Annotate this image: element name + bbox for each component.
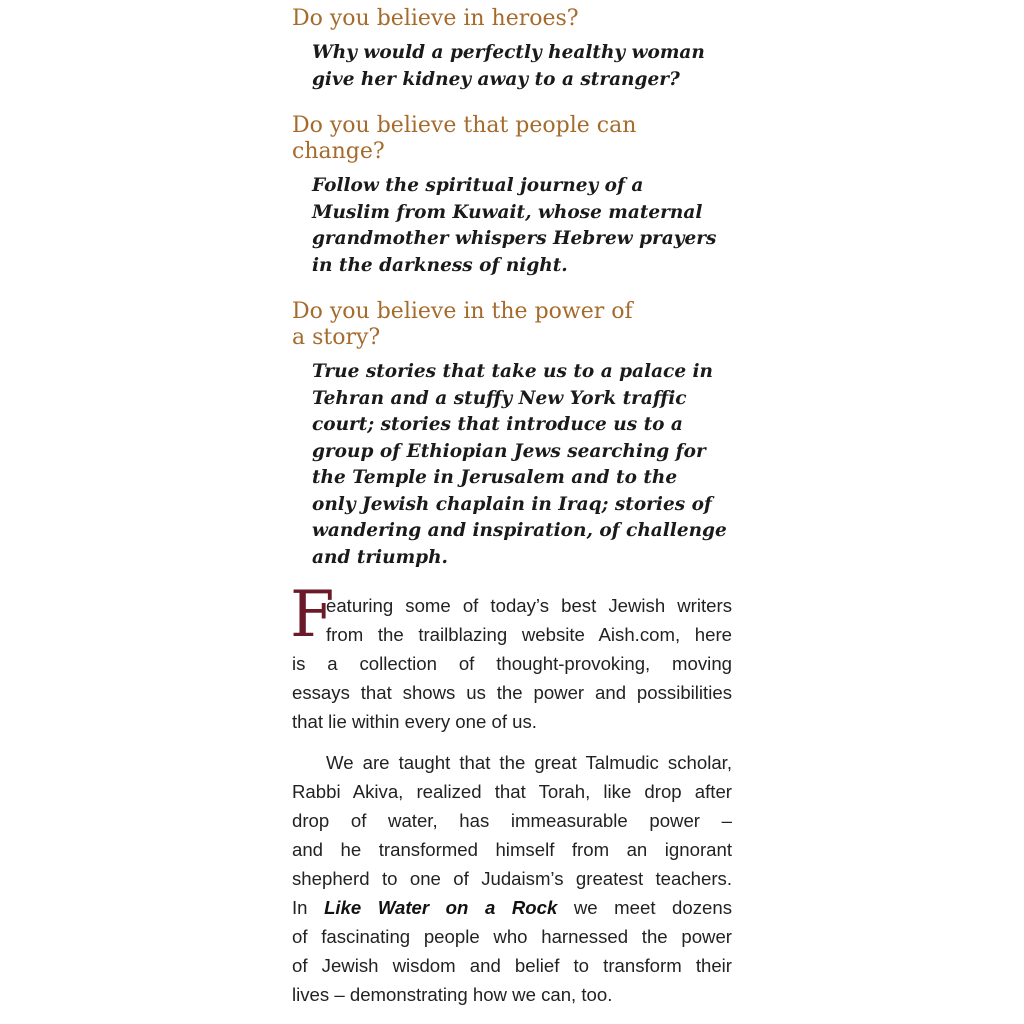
intro-paragraph: F eaturing some of today’s best Jewish writers from the trailblazing website Aish.com, here is a collection of thought-provoking, moving essays that shows us the power and possibilities that lie within every one of us.: [290, 578, 732, 732]
answer-text: Follow the spiritual journey of a Muslim from Kuwait, whose maternal grandmother whispers Hebrew prayers in the darkness of night.: [312, 175, 717, 276]
book-jacket-text: [292, 6, 732, 1009]
section-change: [292, 113, 732, 279]
question-heading: Do you believe that people can change?: [292, 113, 637, 164]
section-story: [292, 299, 732, 571]
question-heading: Do you believe in heroes?: [292, 6, 579, 31]
answer-text: Why would a perfectly healthy woman give her kidney away to a stranger?: [312, 42, 705, 90]
section-heroes: [292, 6, 732, 93]
book-title: Like Water on a Rock: [324, 897, 558, 918]
drop-cap: F: [290, 578, 335, 652]
answer-text: True stories that take us to a palace in Tehran and a stuffy New York traffic court; stories that introduce us to a group of Ethiopian Jews searching for the Temple in Jerusalem and to the only Jewish chaplain in Iraq; stories of wandering and inspiration, of challenge and triumph.: [312, 361, 727, 568]
question-heading: Do you believe in the power of a story?: [292, 299, 633, 350]
book-title-line: In Like Water on a Rock we meet dozens: [292, 897, 732, 918]
akiva-paragraph: We are taught that the great Talmudic scholar, Rabbi Akiva, realized that Torah, like drop after drop of water, has immeasurable power – and he transformed himself from an ignorant shepherd to one of Judaism’s greatest teachers. In Like Water on a Rock we meet dozens of fascinating people who harnessed the power of Jewish wisdom and belief to transform their lives – demonstrating how we can, too.: [292, 752, 732, 1005]
description-body: [290, 578, 732, 1009]
